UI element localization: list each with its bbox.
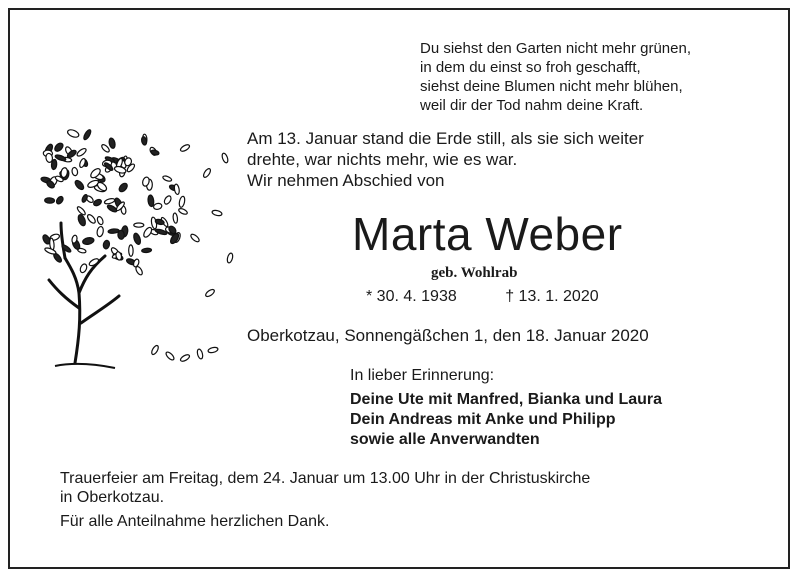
life-dates: [366, 288, 599, 306]
place-date: Oberkotzau, Sonnengäßchen 1, den 18. Januar 2020: [247, 326, 649, 345]
poem: [420, 39, 691, 115]
poem-line: weil dir der Tod nahm deine Kraft.: [420, 97, 644, 114]
poem-line: Du siehst den Garten nicht mehr grünen,: [420, 40, 691, 57]
windblown-tree-icon: [35, 118, 245, 383]
memory-label: In lieber Erinnerung:: [350, 367, 495, 384]
intro-line: drehte, war nichts mehr, wie es war.: [247, 150, 518, 169]
service-line: Trauerfeier am Freitag, dem 24. Januar um 13.00 Uhr in der Christuskirche: [60, 470, 591, 487]
intro-line: Am 13. Januar stand die Erde still, als sie sich weiter: [247, 129, 644, 148]
service-line: in Oberkotzau.: [60, 489, 165, 506]
thanks-note: Für alle Anteilnahme herzlichen Dank.: [60, 513, 330, 530]
family-line: Dein Andreas mit Anke und Philipp: [350, 411, 616, 428]
maiden-name: geb. Wohlrab: [431, 265, 518, 281]
poem-line: in dem du einst so froh geschafft,: [420, 59, 641, 76]
intro-line: Wir nehmen Abschied von: [247, 171, 445, 190]
poem-line: siehst deine Blumen nicht mehr blühen,: [420, 78, 683, 95]
family-line: sowie alle Anverwandten: [350, 431, 540, 448]
death-date: † 13. 1. 2020: [505, 288, 599, 305]
funeral-service-notice: [60, 469, 590, 507]
family-line: Deine Ute mit Manfred, Bianka und Laura: [350, 391, 663, 408]
deceased-name: Marta Weber: [352, 208, 623, 260]
intro-text: [247, 128, 644, 191]
birth-date: * 30. 4. 1938: [366, 288, 457, 305]
family-list: [350, 390, 662, 450]
